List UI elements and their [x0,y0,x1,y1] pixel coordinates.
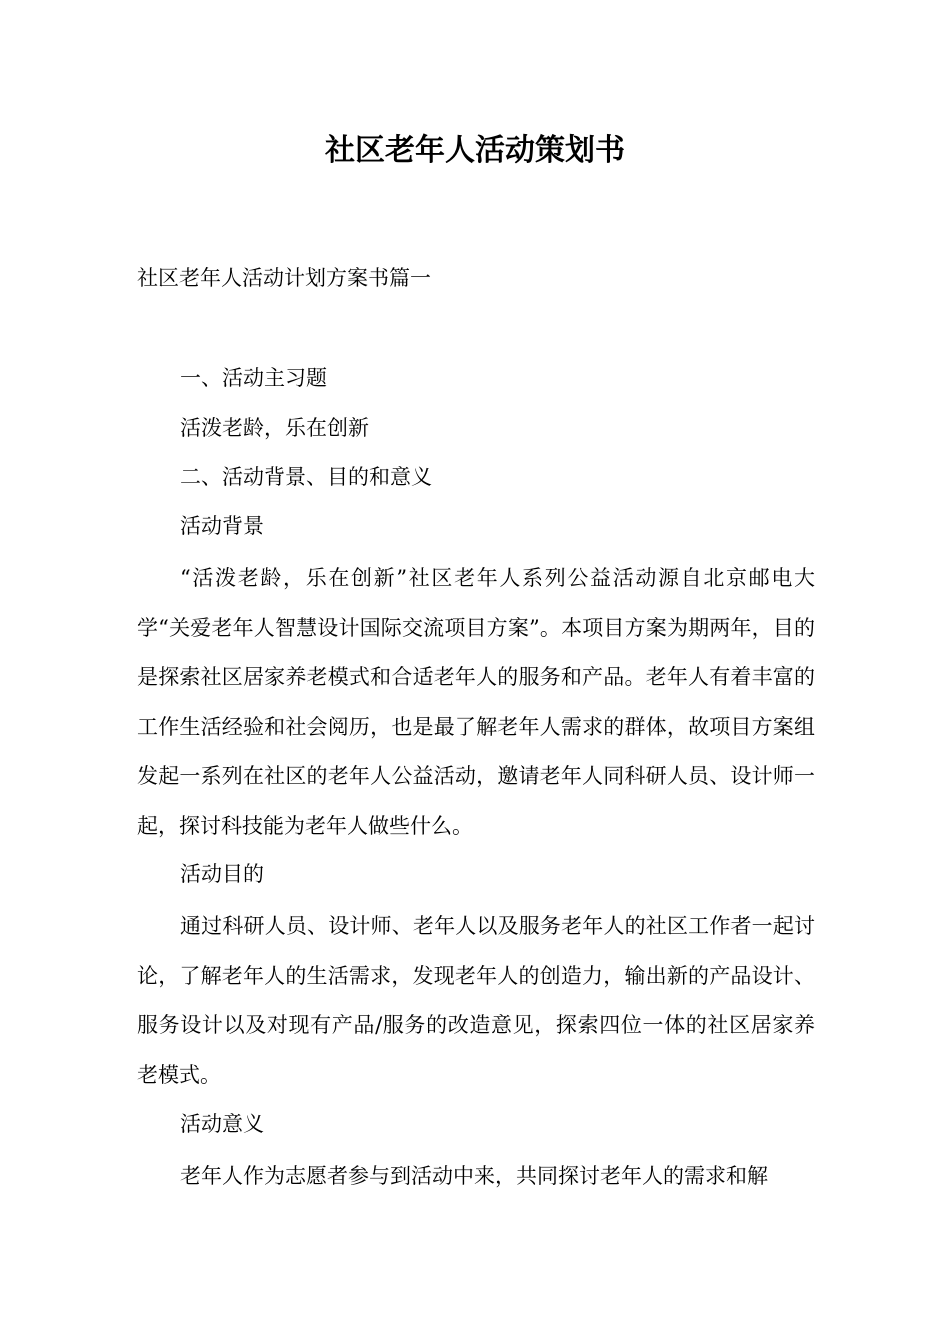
heading-background: 活动背景 [180,514,264,538]
heading-background-purpose: 二、活动背景、目的和意义 [180,465,432,489]
heading-purpose: 活动目的 [180,862,264,886]
significance-paragraph: 老年人作为志愿者参与到活动中来，共同探讨老年人的需求和解 [180,1164,768,1188]
background-paragraph: “活泼老龄，乐在创新”社区老年人系列公益活动源自北京邮电大学“关爱老年人智慧设计国际交流项目方案”。本项目方案为期两年，目的是探索社区居家养老模式和合适老年人的服务和产品。老年人有着丰富的工作生活经验和社会阅历，也是最了解老年人需求的群体，故项目方案组发起一系列在社区的老年人公益活动，邀请老年人同科研人员、设计师一起，探讨科技能为老年人做些什么。 [137,566,815,838]
purpose-paragraph: 通过科研人员、设计师、老年人以及服务老年人的社区工作者一起讨论，了解老年人的生活需求，发现老年人的创造力，输出新的产品设计、服务设计以及对现有产品/服务的改造意见，探索四位一体的社区居家养老模式。 [137,914,815,1087]
section-title: 社区老年人活动计划方案书篇一 [137,266,431,290]
document-title: 社区老年人活动策划书 [325,133,625,168]
heading-activity-theme: 一、活动主习题 [180,366,327,390]
activity-theme-text: 活泼老龄，乐在创新 [180,416,369,440]
heading-significance: 活动意义 [180,1112,264,1136]
